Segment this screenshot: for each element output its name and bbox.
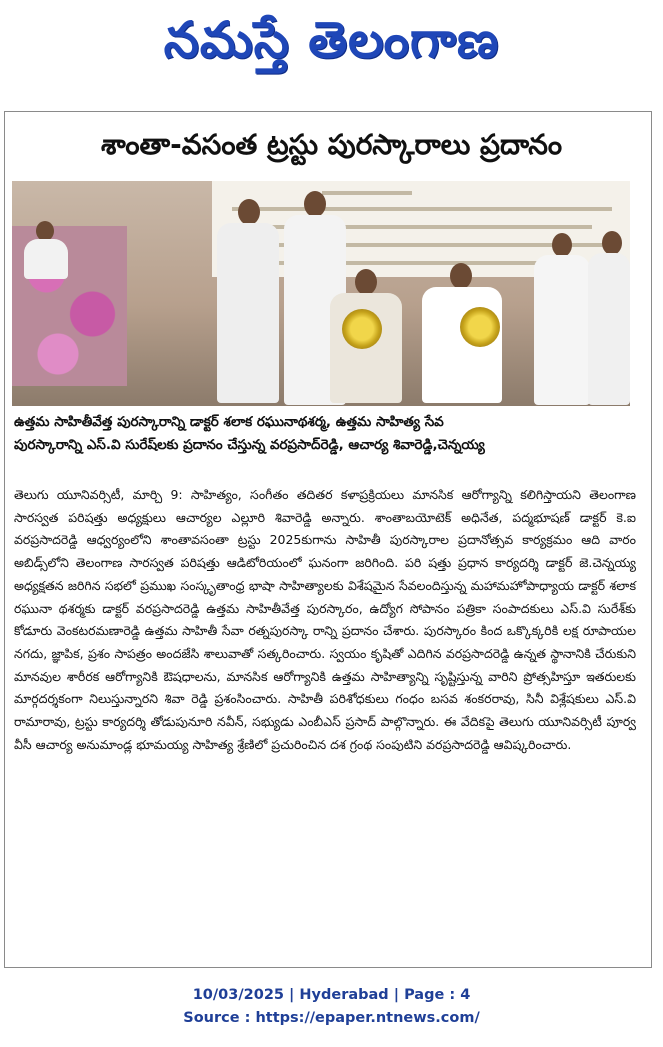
- caption-line: పురస్కారాన్ని ఎస్.వి సురేష్‌లకు ప్రదానం చేస్తున్న వరప్రసాద్‌రెడ్డి, ఆచార్య శివారెడ్డి,చెన్నయ్య: [14, 437, 485, 453]
- source-link[interactable]: Source : https://epaper.ntnews.com/: [183, 1010, 480, 1026]
- caption-line: ఉత్తమ సాహితీవేత్త పురస్కారాన్ని డాక్టర్ శలాక రఘునాథశర్మ, ఉత్తమ సాహిత్య సేవ: [14, 414, 444, 430]
- newspaper-logo: నమస్తే తెలంగాణ: [163, 10, 500, 69]
- edition-info: 10/03/2025 | Hyderabad | Page : 4: [192, 987, 471, 1003]
- article-photo: [12, 181, 630, 406]
- article-headline: శాంతా-వసంత ట్రస్టు పురస్కారాలు ప్రదానం: [100, 128, 563, 161]
- page-footer: [0, 984, 663, 1030]
- masthead: [0, 0, 663, 92]
- photo-caption: [14, 411, 654, 457]
- article-body: తెలుగు యూనివర్సిటీ, మార్చి 9: సాహిత్యం, సంగీతం తదితర కళాప్రక్రియలు మానసిక ఆరోగ్యాన్ని కలిగిస్తాయని తెలంగాణ సారస్వత పరిషత్తు అధ్యక్షులు ఆచార్యల ఎల్లూరి శివారెడ్డి అన్నారు. శాంతాబయోటెక్ అధినేత, పద్మభూషణ్ డాక్టర్ కె.ఐ వరప్రసాదరెడ్డి ఆధ్వర్యంలోని శాంతావసంతా ట్రస్టు 2025కుగాను సాహితీ పురస్కారాల ప్రదానోత్సవ కార్యక్రమం ఆది వారం అబిడ్స్‌లోని తెలంగాణ సారస్వత పరిషత్తు ఆడిటోరియంలో ఘనంగా జరిగింది. పరి షత్తు ప్రధాన కార్యదర్శి డాక్టర్ జె.చెన్నయ్య అధ్యక్షతన జరిగిన సభలో ప్రముఖ సంస్కృతాంధ్ర భాషా సాహిత్యాలకు విశేషమైన సేవలందిస్తున్న మహామహోపాధ్యాయ డాక్టర్ శలాక రఘునా థశర్మకు డాక్టర్ వరప్రసాదరెడ్డి ఉత్తమ సాహితీవేత్త పురస్కారం, ఉద్యోగ సోపానం పత్రికా సంపాదకులు ఎస్.వి సురేశ్‌కు కోడూరు వెంకటరమణారెడ్డి ఉత్తమ సాహితీ సేవా రత్నపురస్కా రాన్ని ప్రదానం చేశారు. పురస్కారం కింద ఒక్కొక్కరికి లక్ష రూపాయల నగదు, జ్ఞాపిక, ప్రశం సాపత్రం అందజేసి శాలువాతో సత్కరించారు. స్వయం కృషితో ఎదిగిన వరప్రసాదరెడ్డి ఉన్నత స్థానానికి చేరుకుని మానవుల శారీరక ఆరోగ్యానికి ఔషధాలను, మానసిక ఆరోగ్యానికి ఉత్తమ సాహిత్యాన్ని సృష్టిస్తున్న వారిని ప్రోత్సహిస్తూ ఇతరులకు మార్గదర్శకంగా నిలుస్తున్నారని శివా రెడ్డి ప్రశంసించారు. సాహితీ పరిశోధకులు గంధం బసవ శంకరరావు, సినీ విశ్లేషకులు ఎస్.వి రామారావు, ట్రస్టు కార్యదర్శి తోడుపునూరి నవీన్, సభ్యుడు ఎంబీఎస్ ప్రసాద్ పాల్గొన్నారు. ఈ వేదికపై తెలుగు యూనివర్సిటీ పూర్వ వీసీ ఆచార్య అనుమాండ్ల భూమయ్య సాహిత్య శ్రేణిలో ప్రచురించిన దశ గ్రంథ సంపుటిని వరప్రసాదరెడ్డి ఆవిష్కరించారు.: [14, 487, 636, 752]
